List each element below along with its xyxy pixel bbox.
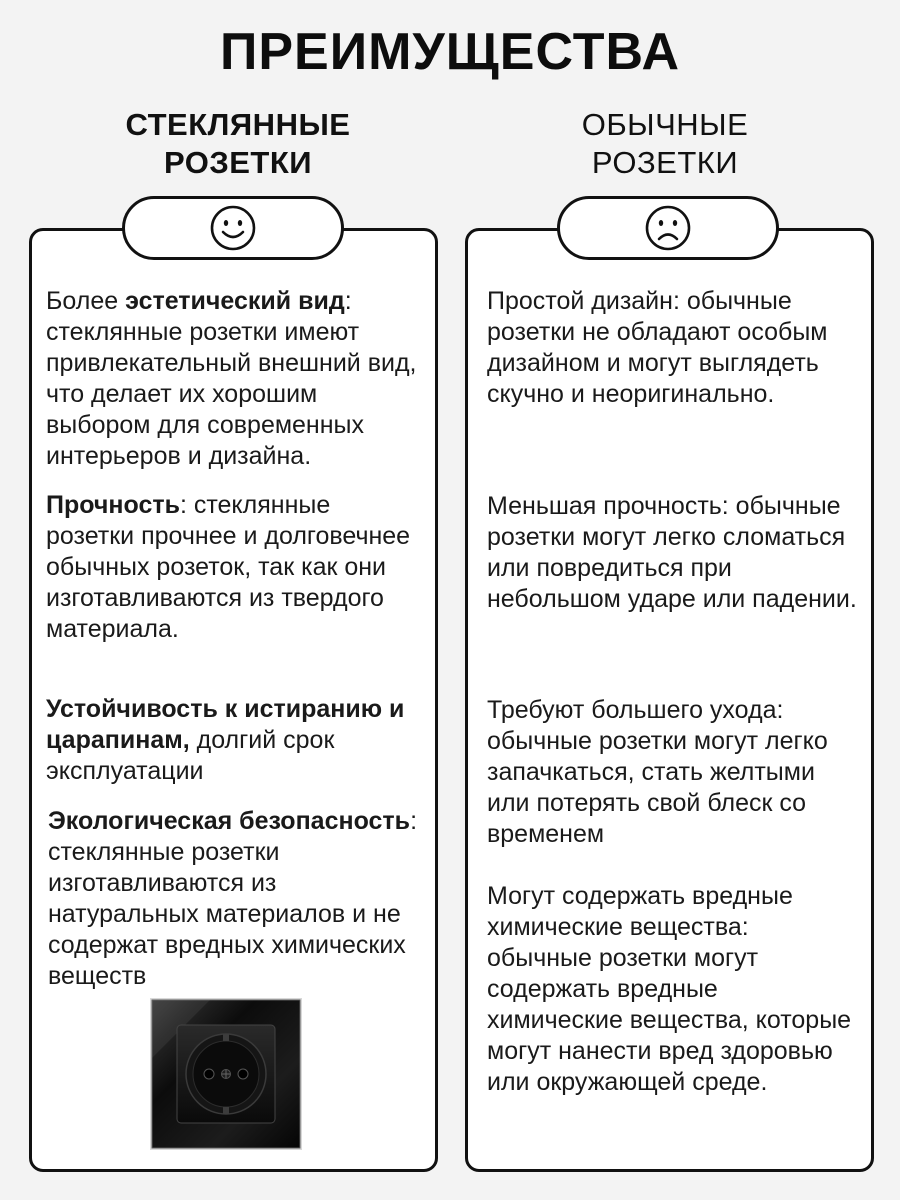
item-bold: эстетический вид [125, 287, 345, 315]
drawback-more-care: Требуют большего ухода: обычные розетки могут легко запачкаться, стать желтыми или потерять свой блеск со временем [487, 696, 828, 848]
item-text: : стеклянные розетки прочнее и долговечнее обычных розеток, так как они изготавливаются из твердого материала. [46, 491, 411, 643]
regular-sockets-heading [505, 106, 825, 182]
item-bold: Экологическая безопасность [48, 807, 411, 835]
advantage-durability [46, 490, 418, 645]
item-text: долгий срок эксплуатации [46, 726, 335, 785]
heading-line: ОБЫЧНЫЕ [581, 107, 749, 142]
heading-line: РОЗЕТКИ [591, 145, 739, 180]
heading-line: СТЕКЛЯННЫЕ [125, 107, 351, 142]
advantage-scratch-resistance [46, 694, 418, 787]
drawback-simple-design: Простой дизайн: обычные розетки не обладают особым дизайном и могут выглядеть скучно и неоригинально. [487, 287, 828, 408]
glass-sockets-heading [78, 106, 398, 182]
drawback-lower-durability: Меньшая прочность: обычные розетки могут легко сломаться или повредиться при небольшом ударе или падении. [487, 492, 857, 613]
smiley-face-icon [209, 204, 257, 252]
advantage-eco-safety [48, 806, 420, 992]
page-title: ПРЕИМУЩЕСТВА [220, 23, 680, 81]
item-bold: Устойчивость к истиранию и царапинам, [46, 695, 405, 754]
item-text: : стеклянные розетки имеют привлекательный внешний вид, что делает их хорошим выбором для современных интерьеров и дизайна. [46, 287, 417, 470]
sad-badge [557, 196, 779, 260]
item-text: : стеклянные розетки изготавливаются из натуральных материалов и не содержат вредных химических веществ [48, 807, 418, 990]
heading-line: РОЗЕТКИ [163, 145, 313, 180]
sad-face-icon [644, 204, 692, 252]
drawback-harmful-chemicals: Могут содержать вредные химические вещества: обычные розетки могут содержать вредные химические вещества, которые могут нанести вред здоровью или окружающей среде. [487, 882, 852, 1096]
advantage-aesthetic [46, 286, 418, 472]
item-prefix: Более [46, 287, 126, 315]
item-bold: Прочность [46, 491, 180, 519]
glass-socket-photo [150, 998, 302, 1150]
smiley-badge [122, 196, 344, 260]
